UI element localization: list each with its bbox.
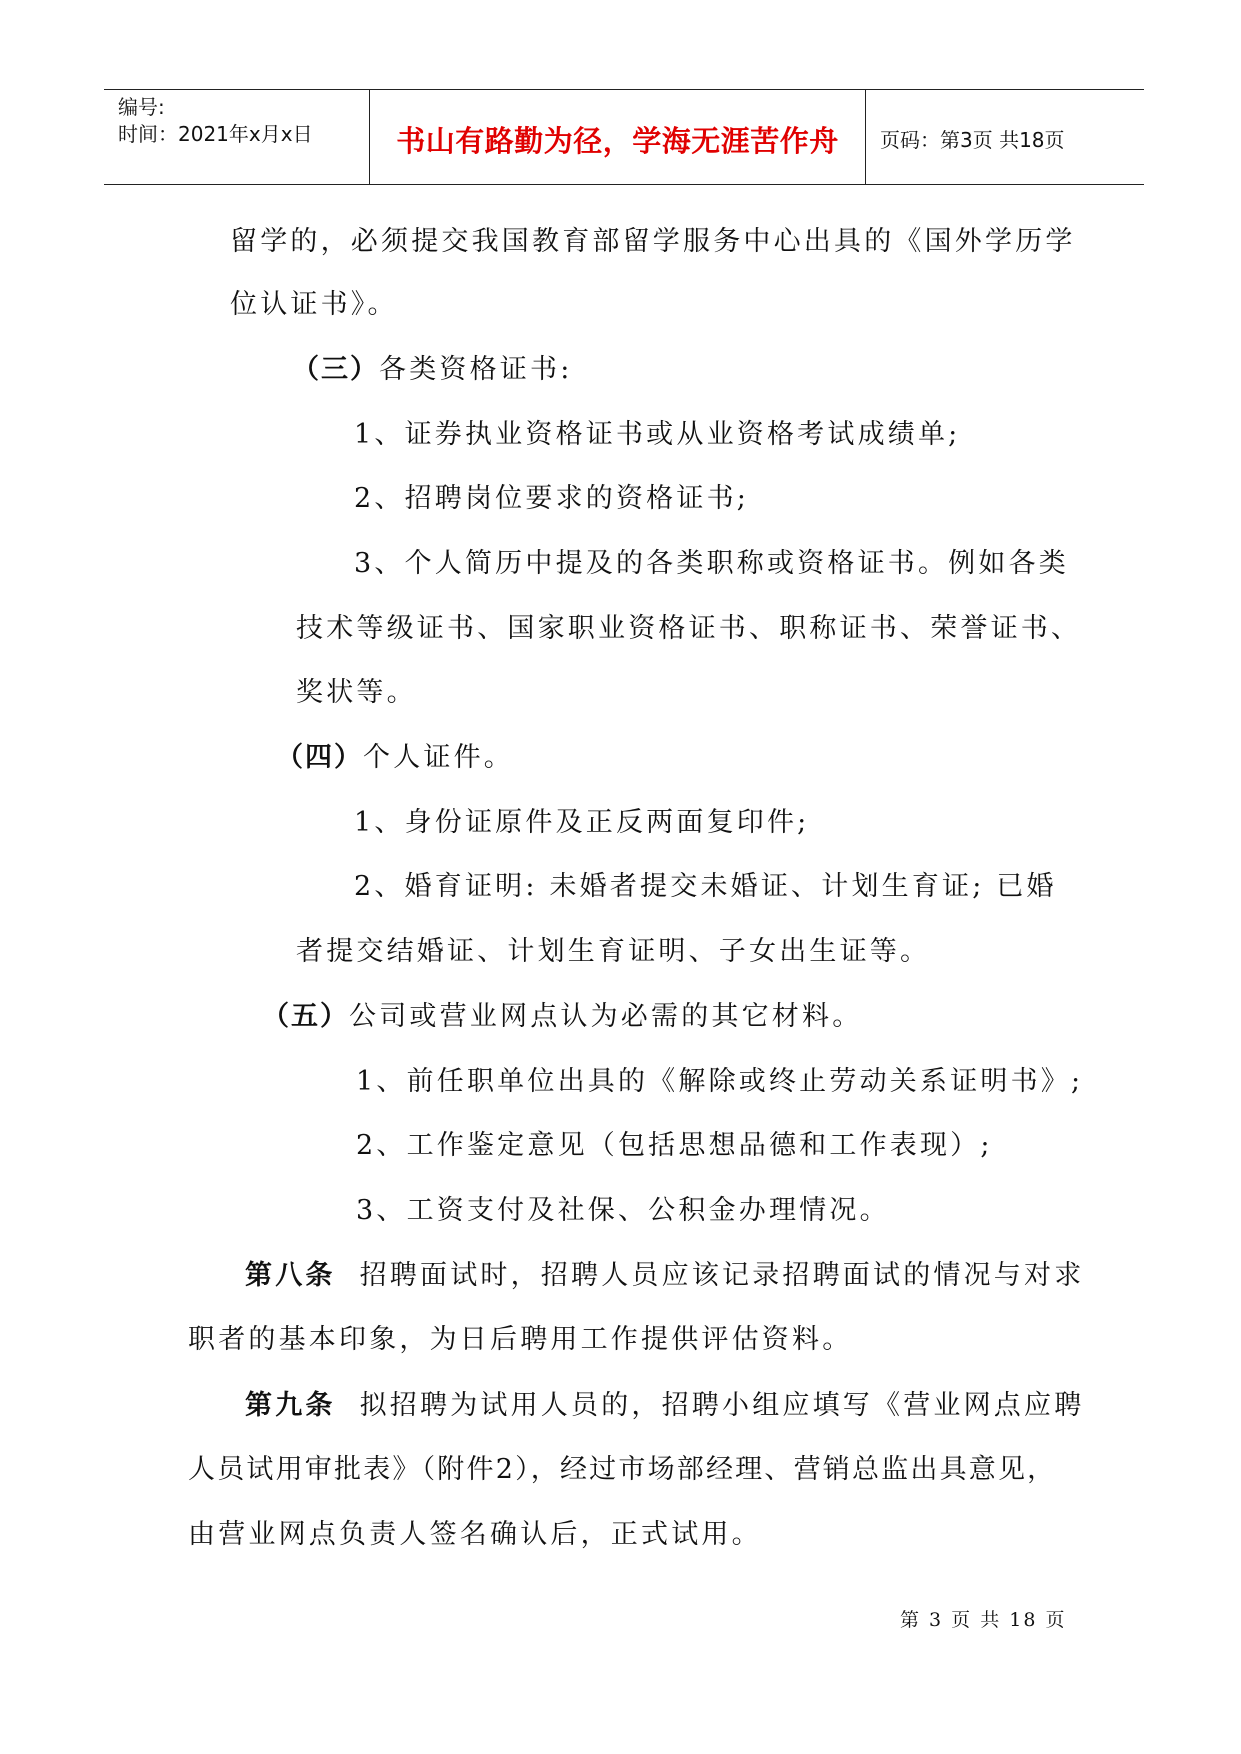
article-text: 拟招聘为试用人员的，招聘小组应填写《营业网点应聘 bbox=[359, 1390, 1085, 1421]
list-item: 1、身份证原件及正反两面复印件; bbox=[354, 807, 810, 838]
section-heading bbox=[292, 353, 573, 387]
body-line: 留学的，必须提交我国教育部留学服务中心出具的《国外学历学 bbox=[230, 226, 1076, 257]
list-item: 3、个人简历中提及的各类职称或资格证书。例如各类 bbox=[354, 548, 1069, 579]
body-line: 奖状等。 bbox=[296, 677, 417, 708]
list-item: 2、婚育证明: 未婚者提交未婚证、计划生育证; 已婚 bbox=[354, 871, 1057, 902]
header-page-cell bbox=[866, 90, 1144, 184]
section-title: 各类资格证书: bbox=[379, 354, 573, 385]
section-number: （四） bbox=[276, 742, 363, 773]
section-title: 公司或营业网点认为必需的其它材料。 bbox=[349, 1001, 863, 1032]
section-heading bbox=[276, 741, 514, 775]
body-line: 者提交结婚证、计划生育证明、子女出生证等。 bbox=[296, 936, 931, 967]
section-heading bbox=[262, 1000, 862, 1034]
section-number: （三） bbox=[292, 354, 379, 385]
list-item: 2、招聘岗位要求的资格证书; bbox=[354, 483, 750, 514]
article-8 bbox=[245, 1259, 1084, 1293]
header-motto: 书山有路勤为径，学海无涯苦作舟 bbox=[396, 124, 839, 158]
header-page-number: 页码：第3页 共18页 bbox=[880, 128, 1065, 152]
footer-page-number: 第 3 页 共 18 页 bbox=[900, 1609, 1067, 1631]
section-number: （五） bbox=[262, 1001, 349, 1032]
section-title: 个人证件。 bbox=[363, 742, 514, 773]
body-line: 人员试用审批表》（附件2），经过市场部经理、营销总监出具意见， bbox=[188, 1454, 1057, 1485]
list-item: 1、前任职单位出具的《解除或终止劳动关系证明书》; bbox=[356, 1066, 1084, 1097]
body-line: 由营业网点负责人签名确认后，正式试用。 bbox=[188, 1519, 762, 1550]
list-item: 2、工作鉴定意见（包括思想品德和工作表现）; bbox=[356, 1130, 993, 1161]
header-meta-cell bbox=[104, 90, 369, 184]
page-header bbox=[104, 89, 1144, 185]
body-line: 技术等级证书、国家职业资格证书、职称证书、荣誉证书、 bbox=[296, 613, 1082, 644]
list-item: 3、工资支付及社保、公积金办理情况。 bbox=[356, 1195, 890, 1226]
body-line: 位认证书》。 bbox=[230, 289, 398, 320]
header-motto-cell bbox=[369, 90, 866, 184]
article-title: 第九条 bbox=[245, 1390, 336, 1421]
article-9 bbox=[245, 1389, 1084, 1423]
document-number-label: 编号: bbox=[118, 95, 165, 119]
article-text: 招聘面试时，招聘人员应该记录招聘面试的情况与对求 bbox=[359, 1260, 1085, 1291]
document-date-label: 时间：2021年x月x日 bbox=[118, 122, 313, 146]
article-title: 第八条 bbox=[245, 1260, 336, 1291]
body-line: 职者的基本印象，为日后聘用工作提供评估资料。 bbox=[188, 1324, 853, 1355]
list-item: 1、证券执业资格证书或从业资格考试成绩单; bbox=[354, 419, 961, 450]
